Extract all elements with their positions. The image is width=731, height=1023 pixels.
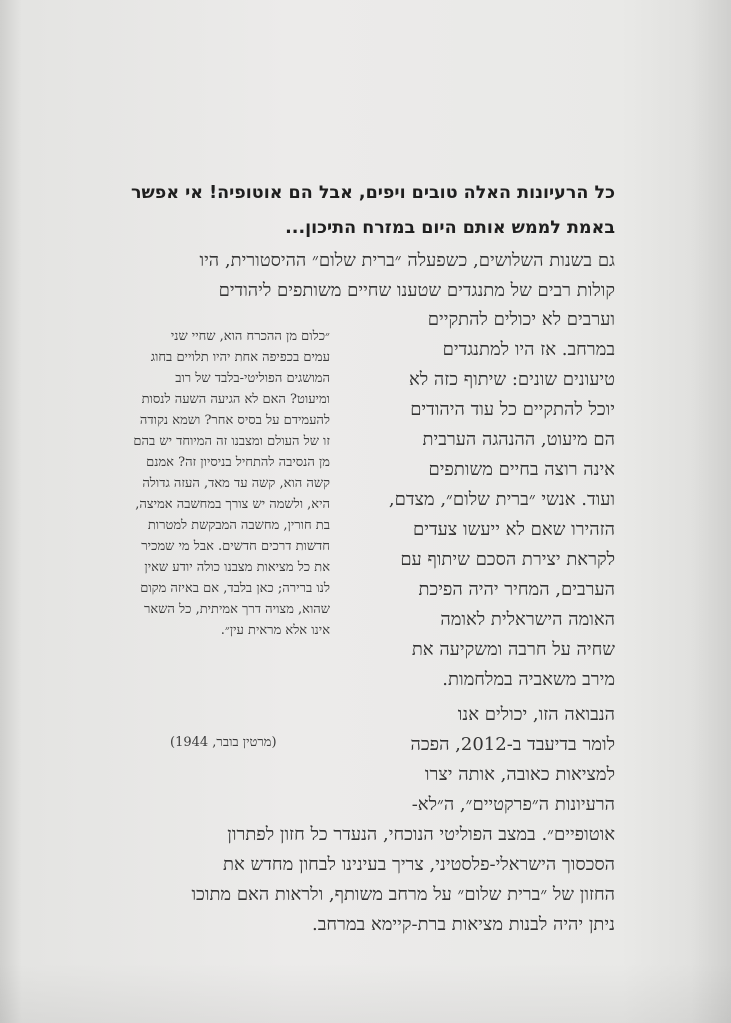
quote-line: זו של העולם ומצבנו זה המיוחד יש בהם [133,434,330,449]
body-line: ועוד. אנשי ״ברית שלום״, מצדם, [388,489,615,510]
intro-line: כל הרעיונות האלה טובים ויפים, אבל הם אוטופיה! אי אפשר [131,183,615,203]
quote-line: חדשות דרכים חדשים. אבל מי שמכיר [141,539,330,554]
page-bottom-shadow [0,963,731,1023]
body-line: הנבואה הזו, יכולים אנו [457,704,615,725]
body-line: למציאות כאובה, אותה יצרו [424,764,615,785]
body-line: לקראת יצירת הסכם שיתוף עם [400,549,615,570]
quote-line: להעמידם על בסיס אחר? ושמא נקודה [139,413,330,428]
body-line: במרחב. אז היו למתנגדים [442,339,615,360]
intro-question [95,176,615,246]
quote-line: לנו ברירה; כאן בלבד, אם באיזה מקום [140,581,330,596]
paragraph-1-narrow-column [352,305,615,695]
buber-quote [102,326,330,641]
quote-line: ומיעוט? האם לא הגיעה השעה לנסות [141,392,330,407]
quote-line: עמים בכפיפה אחת יהיו תלויים בחוג [150,350,330,365]
quote-line: ״כלום מן ההכרח הוא, שחיי שני [170,329,330,344]
body-line: לומר בדיעבד ב-2012, הפכה [410,734,615,755]
body-line: גם בשנות השלושים, כשפעלה ״ברית שלום״ ההיסטורית, היו [199,250,615,271]
body-line: הסכסוך הישראלי-פלסטיני, צריך בעינינו לבחון מחדש את [223,854,615,875]
quote-line: המושגים הפוליטי-בלבד של רוב [175,371,330,386]
body-line: יוכל להתקיים כל עוד היהודים [410,399,615,420]
paragraph-1-full-width [97,246,615,306]
body-line: הם מיעוט, ההנהגה הערבית [422,429,615,450]
quote-attribution: (מרטין בובר, 1944) [170,735,277,750]
body-line: אוטופיים״. במצב הפוליטי הנוכחי, הנעדר כל חזון לפתרון [227,824,615,845]
paragraph-2-narrow-column [352,700,615,820]
quote-line: היא, ולשמה יש צורך במחשבה אמיצה, [135,497,330,512]
body-line: האומה הישראלית לאומה [440,609,615,630]
quote-line: קשה הוא, קשה עד מאד, העזה גדולה [142,476,330,491]
body-line: הערבים, המחיר יהיה הפיכת [418,579,615,600]
body-line: אינה רוצה בחיים משותפים [428,459,615,480]
intro-line: באמת לממש אותם היום במזרח התיכון... [285,218,615,238]
body-line: ניתן יהיה לבנות מציאות ברת-קיימא במרחב. [312,914,615,935]
body-line: שחיה על חרבה ומשקיעה את [411,639,615,660]
body-line: קולות רבים של מתנגדים שטענו שחיים משותפים ליהודים [218,280,615,301]
quote-line: שהוא, מצויה דרך אמיתית, כל השאר [144,602,330,617]
paragraph-2-full-width [97,820,615,940]
quote-line: בת חורין, מחשבה המבקשת למטרות [147,518,330,533]
body-line: טיעונים שונים: שיתוף כזה לא [408,369,615,390]
quote-line: אינו אלא מראית עין״. [220,623,330,638]
body-line: הרעיונות ה״פרקטיים״, ה״לא- [411,794,615,815]
body-line: החזון של ״ברית שלום״ על מרחב משותף, ולראות האם מתוכו [191,884,615,905]
body-line: הזהירו שאם לא ייעשו צעדים [413,519,615,540]
body-line: מירב משאביה במלחמות. [442,669,615,690]
quote-line: מן הנסיבה להתחיל בניסיון זה? אמנם [146,455,330,470]
quote-line: את כל מציאות מצבנו כולה יודע שאין [144,560,330,575]
page-edge-shadow [691,0,731,1023]
body-line: וערבים לא יכולים להתקיים [427,309,615,330]
